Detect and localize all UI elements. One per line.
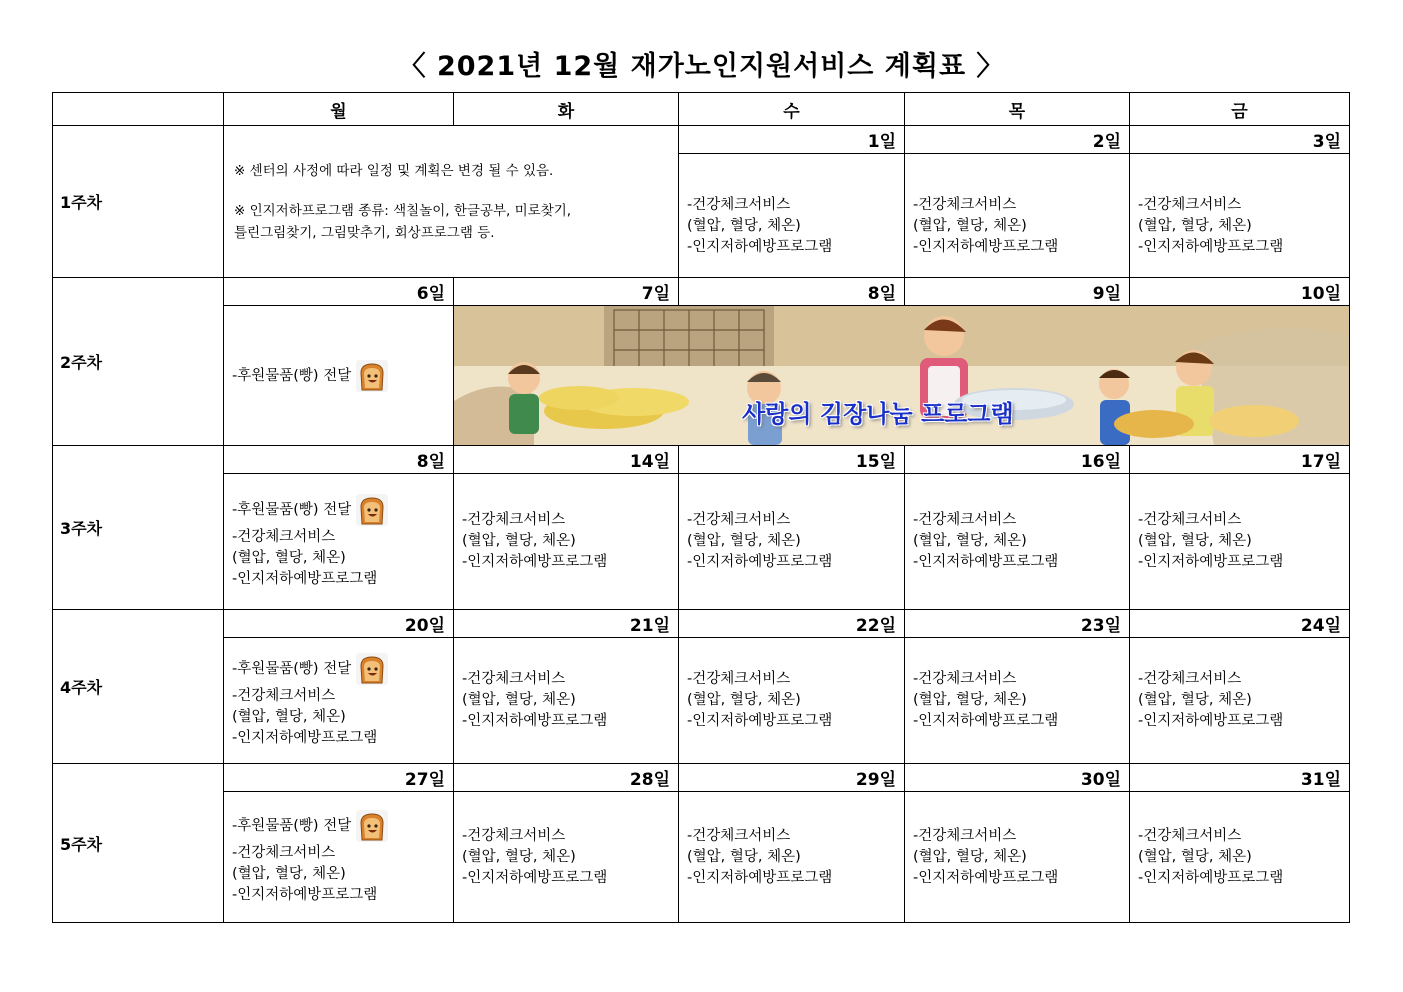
date-cell: 20일 bbox=[224, 610, 454, 638]
cell-line: -건강체크서비스 bbox=[232, 844, 336, 861]
cell-line: -건강체크서비스 bbox=[913, 827, 1017, 844]
header-tue: 화 bbox=[454, 93, 679, 126]
cell-line: -인지저하예방프로그램 bbox=[1138, 713, 1284, 729]
kimjang-banner bbox=[454, 306, 1350, 446]
schedule-cell bbox=[905, 474, 1130, 610]
date-cell: 9일 bbox=[905, 278, 1130, 306]
schedule-cell bbox=[454, 638, 679, 764]
week4-date-row bbox=[53, 610, 1350, 638]
cell-line: -인지저하예방프로그램 bbox=[232, 730, 378, 746]
cell-line: (혈압, 혈당, 체온) bbox=[232, 709, 346, 725]
date-cell: 7일 bbox=[454, 278, 679, 306]
schedule-cell bbox=[1130, 154, 1350, 278]
cell-line: (혈압, 혈당, 체온) bbox=[232, 865, 346, 882]
week5-date-row bbox=[53, 764, 1350, 792]
date-cell: 10일 bbox=[1130, 278, 1350, 306]
schedule-cell bbox=[679, 792, 905, 923]
date-cell: 14일 bbox=[454, 446, 679, 474]
schedule-cell bbox=[679, 154, 905, 278]
notice-line: ※ 인지저하프로그램 종류: 색칠놀이, 한글공부, 미로찾기, bbox=[234, 202, 572, 219]
cell-line: (혈압, 혈당, 체온) bbox=[687, 848, 801, 865]
schedule-cell bbox=[224, 306, 454, 446]
date-cell: 15일 bbox=[679, 446, 905, 474]
cell-line: -건강체크서비스 bbox=[687, 197, 791, 213]
cell-line: -건강체크서비스 bbox=[687, 827, 791, 844]
cell-line: -인지저하예방프로그램 bbox=[687, 239, 833, 255]
week3-date-row bbox=[53, 446, 1350, 474]
cell-line: -건강체크서비스 bbox=[462, 671, 566, 687]
cell-line: -인지저하예방프로그램 bbox=[462, 869, 608, 886]
cell-line: (혈압, 혈당, 체온) bbox=[1138, 218, 1252, 234]
cell-line: -인지저하예방프로그램 bbox=[687, 869, 833, 886]
cell-line: (혈압, 혈당, 체온) bbox=[913, 533, 1027, 549]
date-cell: 24일 bbox=[1130, 610, 1350, 638]
date-cell: 31일 bbox=[1130, 764, 1350, 792]
cell-line: (혈압, 혈당, 체온) bbox=[687, 218, 801, 234]
header-fri: 금 bbox=[1130, 93, 1350, 126]
schedule-table bbox=[52, 92, 1350, 923]
cell-line: -후원물품(빵) 전달 bbox=[232, 661, 352, 677]
cell-line: (혈압, 혈당, 체온) bbox=[1138, 848, 1252, 865]
cell-line: (혈압, 혈당, 체온) bbox=[687, 692, 801, 708]
schedule-cell bbox=[1130, 792, 1350, 923]
cell-line: -인지저하예방프로그램 bbox=[462, 554, 608, 570]
notice-line: ※ 센터의 사정에 따라 일정 및 계획은 변경 될 수 있음. bbox=[234, 162, 554, 179]
header-row bbox=[53, 93, 1350, 126]
week-label: 2주차 bbox=[53, 278, 224, 446]
date-cell: 8일 bbox=[679, 278, 905, 306]
banner-title: 사랑의 김장나눔 프로그램 bbox=[742, 400, 1014, 428]
cell-line: -인지저하예방프로그램 bbox=[462, 713, 608, 729]
header-thu: 목 bbox=[905, 93, 1130, 126]
week2-content-row bbox=[53, 306, 1350, 446]
week-label: 3주차 bbox=[53, 446, 224, 610]
cell-line: -건강체크서비스 bbox=[687, 512, 791, 528]
date-cell: 22일 bbox=[679, 610, 905, 638]
cell-line: -건강체크서비스 bbox=[462, 512, 566, 528]
week-label: 5주차 bbox=[53, 764, 224, 923]
date-cell: 27일 bbox=[224, 764, 454, 792]
date-cell: 28일 bbox=[454, 764, 679, 792]
cell-line: -후원물품(빵) 전달 bbox=[232, 367, 352, 384]
schedule-cell bbox=[679, 474, 905, 610]
header-wed: 수 bbox=[679, 93, 905, 126]
cell-line: -후원물품(빵) 전달 bbox=[232, 817, 352, 834]
cell-line: -인지저하예방프로그램 bbox=[913, 869, 1059, 886]
cell-line: -건강체크서비스 bbox=[1138, 197, 1242, 213]
schedule-cell bbox=[224, 638, 454, 764]
cell-line: -인지저하예방프로그램 bbox=[232, 571, 378, 587]
cell-line: -건강체크서비스 bbox=[1138, 671, 1242, 687]
schedule-cell bbox=[224, 474, 454, 610]
cell-line: (혈압, 혈당, 체온) bbox=[462, 692, 576, 708]
date-cell: 2일 bbox=[905, 126, 1130, 154]
week2-date-row bbox=[53, 278, 1350, 306]
cell-line: -후원물품(빵) 전달 bbox=[232, 502, 352, 518]
date-cell: 17일 bbox=[1130, 446, 1350, 474]
schedule-cell bbox=[905, 638, 1130, 764]
cell-line: -인지저하예방프로그램 bbox=[232, 886, 378, 903]
date-cell: 1일 bbox=[679, 126, 905, 154]
date-cell: 6일 bbox=[224, 278, 454, 306]
week4-content-row bbox=[53, 638, 1350, 764]
date-cell: 23일 bbox=[905, 610, 1130, 638]
cell-line: -인지저하예방프로그램 bbox=[913, 239, 1059, 255]
schedule-cell bbox=[454, 792, 679, 923]
date-cell: 29일 bbox=[679, 764, 905, 792]
cell-line: -건강체크서비스 bbox=[1138, 827, 1242, 844]
header-empty bbox=[53, 93, 224, 126]
cell-line: -건강체크서비스 bbox=[232, 688, 336, 704]
schedule-cell bbox=[905, 154, 1130, 278]
bread-icon bbox=[355, 493, 389, 527]
schedule-cell bbox=[454, 474, 679, 610]
page-title: 〈 2021년 12월 재가노인지원서비스 계획표 〉 bbox=[398, 51, 1005, 82]
date-cell: 8일 bbox=[224, 446, 454, 474]
cell-line: (혈압, 혈당, 체온) bbox=[913, 218, 1027, 234]
date-cell: 3일 bbox=[1130, 126, 1350, 154]
week3-content-row bbox=[53, 474, 1350, 610]
cell-line: -인지저하예방프로그램 bbox=[1138, 869, 1284, 886]
cell-line: -인지저하예방프로그램 bbox=[913, 554, 1059, 570]
cell-line: -건강체크서비스 bbox=[913, 197, 1017, 213]
cell-line: -인지저하예방프로그램 bbox=[687, 713, 833, 729]
date-cell: 16일 bbox=[905, 446, 1130, 474]
cell-line: -건강체크서비스 bbox=[913, 671, 1017, 687]
cell-line: (혈압, 혈당, 체온) bbox=[462, 533, 576, 549]
cell-line: -건강체크서비스 bbox=[1138, 512, 1242, 528]
cell-line: -건강체크서비스 bbox=[687, 671, 791, 687]
schedule-cell bbox=[905, 792, 1130, 923]
cell-line: (혈압, 혈당, 체온) bbox=[232, 550, 346, 566]
schedule-cell bbox=[1130, 638, 1350, 764]
cell-line: -인지저하예방프로그램 bbox=[913, 713, 1059, 729]
bread-icon bbox=[355, 359, 389, 393]
cell-line: -인지저하예방프로그램 bbox=[1138, 554, 1284, 570]
cell-line: -인지저하예방프로그램 bbox=[687, 554, 833, 570]
notice-line: 틀린그림찾기, 그림맞추기, 회상프로그램 등. bbox=[234, 224, 495, 241]
cell-line: -건강체크서비스 bbox=[913, 512, 1017, 528]
week-label: 1주차 bbox=[53, 126, 224, 278]
cell-line: (혈압, 혈당, 체온) bbox=[913, 692, 1027, 708]
week-label: 4주차 bbox=[53, 610, 224, 764]
cell-line: (혈압, 혈당, 체온) bbox=[1138, 533, 1252, 549]
cell-line: (혈압, 혈당, 체온) bbox=[913, 848, 1027, 865]
cell-line: -인지저하예방프로그램 bbox=[1138, 239, 1284, 255]
cell-line: -건강체크서비스 bbox=[462, 827, 566, 844]
schedule-cell bbox=[679, 638, 905, 764]
bread-icon bbox=[355, 809, 389, 843]
date-cell: 30일 bbox=[905, 764, 1130, 792]
cell-line: (혈압, 혈당, 체온) bbox=[687, 533, 801, 549]
bread-icon bbox=[355, 652, 389, 686]
week5-content-row bbox=[53, 792, 1350, 923]
cell-line: (혈압, 혈당, 체온) bbox=[462, 848, 576, 865]
week1-date-row bbox=[53, 126, 1350, 154]
notice-cell bbox=[224, 126, 679, 278]
date-cell: 21일 bbox=[454, 610, 679, 638]
schedule-cell bbox=[224, 792, 454, 923]
cell-line: (혈압, 혈당, 체온) bbox=[1138, 692, 1252, 708]
cell-line: -건강체크서비스 bbox=[232, 529, 336, 545]
schedule-cell bbox=[1130, 474, 1350, 610]
header-mon: 월 bbox=[224, 93, 454, 126]
